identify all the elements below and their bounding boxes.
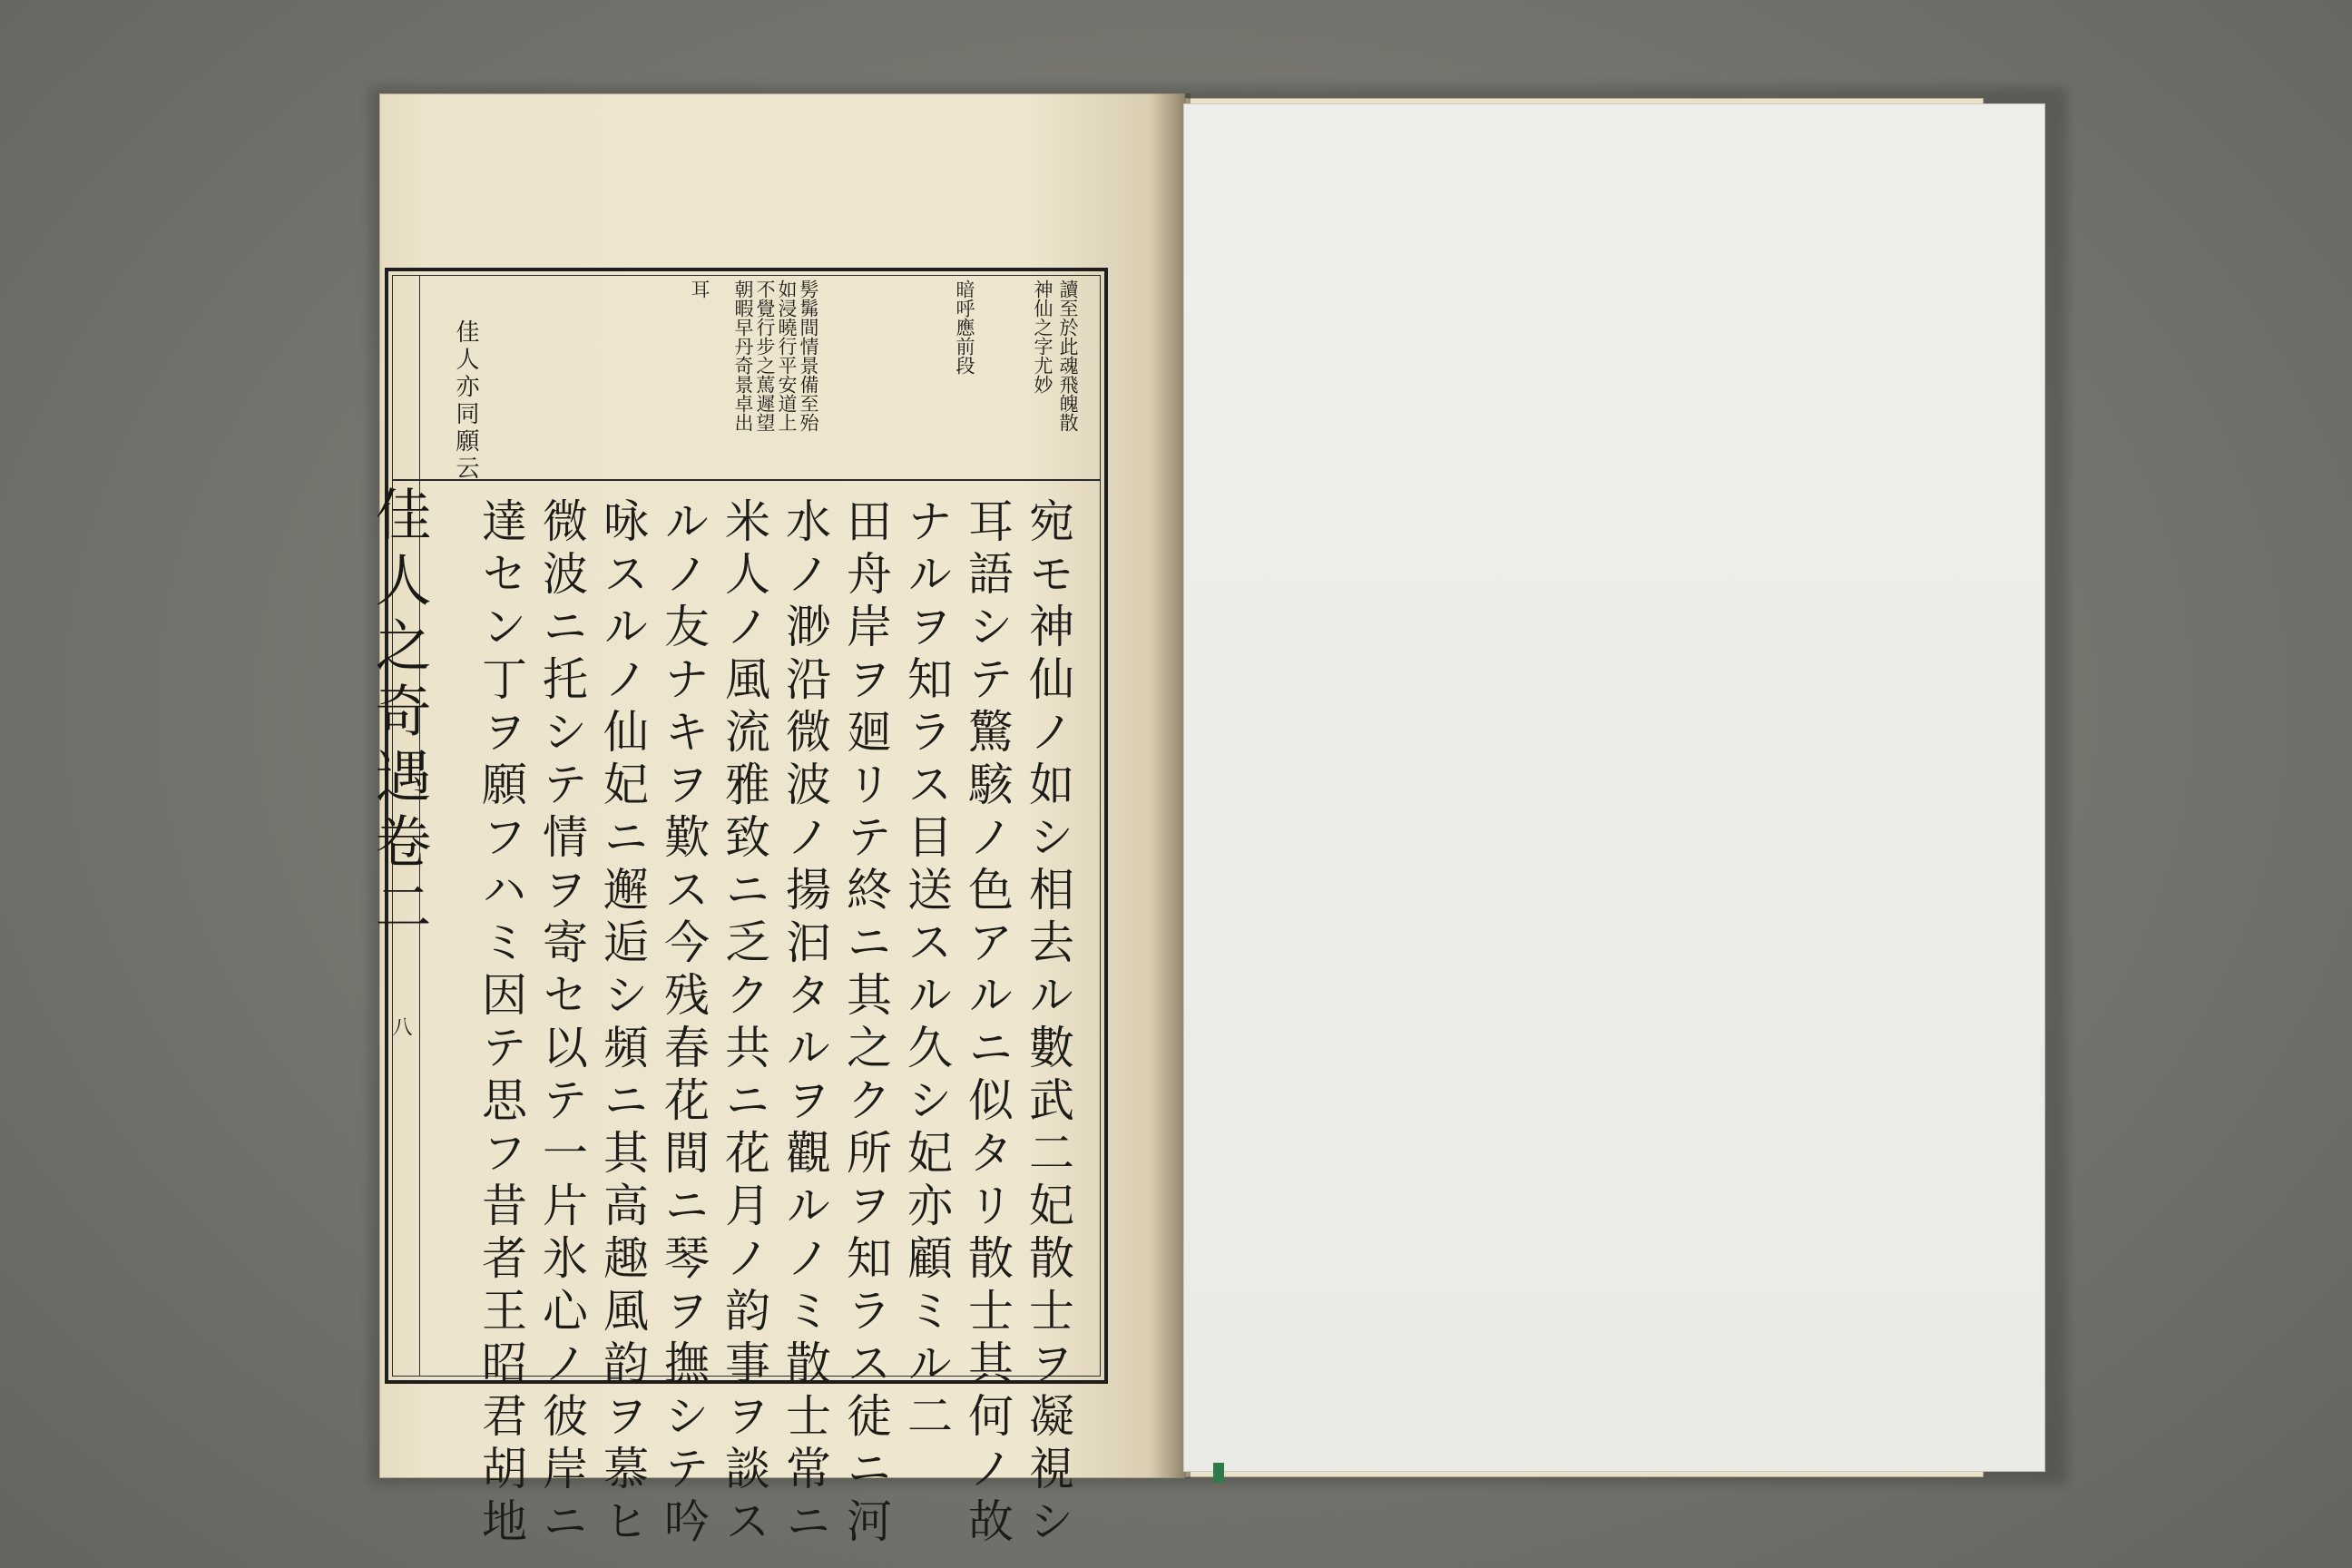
header-note: 佳人亦同願云: [452, 319, 479, 483]
header-note: 髣髴間情景備至殆: [798, 279, 819, 432]
text-column: ルノ友ナキヲ歎ス今残春花間ニ琴ヲ撫シテ吟: [657, 497, 710, 1550]
blank-right-page: [1183, 103, 2045, 1472]
header-rule: [392, 479, 1101, 481]
text-column: 水ノ渺沿微波ノ揚汩タルヲ觀ルノミ散士常ニ: [779, 497, 831, 1550]
text-column: 耳語シテ驚駭ノ色アルニ似タリ散士其何ノ故: [961, 497, 1014, 1550]
page-number: 八: [389, 1016, 412, 1036]
header-note: 暗呼應前段: [954, 279, 975, 375]
text-column: ナルヲ知ラス目送スル久シ妃亦顧ミル二: [900, 497, 953, 1445]
header-note: 朝暇早丹奇景卓出: [732, 279, 754, 432]
header-note: 神仙之字尤妙: [1032, 279, 1054, 394]
text-column: 田舟岸ヲ廻リテ終ニ其之ク所ヲ知ラス徒ニ河: [839, 497, 892, 1550]
text-column: 米人ノ風流雅致ニ乏ク共ニ花月ノ韵事ヲ談ス: [718, 497, 770, 1550]
header-note: 耳: [689, 279, 710, 299]
header-note: 不覺行步之䔍遲望: [754, 279, 776, 432]
text-column: 宛モ神仙ノ如シ相去ル數武二妃散士ヲ凝視シ: [1022, 497, 1074, 1550]
text-column: 咏スルノ仙妃ニ邂逅シ頻ニ其高趣風韵ヲ慕ヒ: [596, 497, 649, 1550]
running-head: 佳人之奇遇卷二: [366, 485, 432, 943]
text-column: 微波ニ托シテ情ヲ寄セ以テ一片氷心ノ彼岸ニ: [535, 497, 588, 1550]
header-note: 如浸曉行平安道上: [776, 279, 798, 432]
ribbon-bookmark: [1213, 1463, 1224, 1483]
header-note: 讀至於此魂飛魄散: [1057, 279, 1079, 432]
text-column: 達セン丁ヲ願フハミ因テ思フ昔者王昭君胡地: [475, 497, 527, 1550]
